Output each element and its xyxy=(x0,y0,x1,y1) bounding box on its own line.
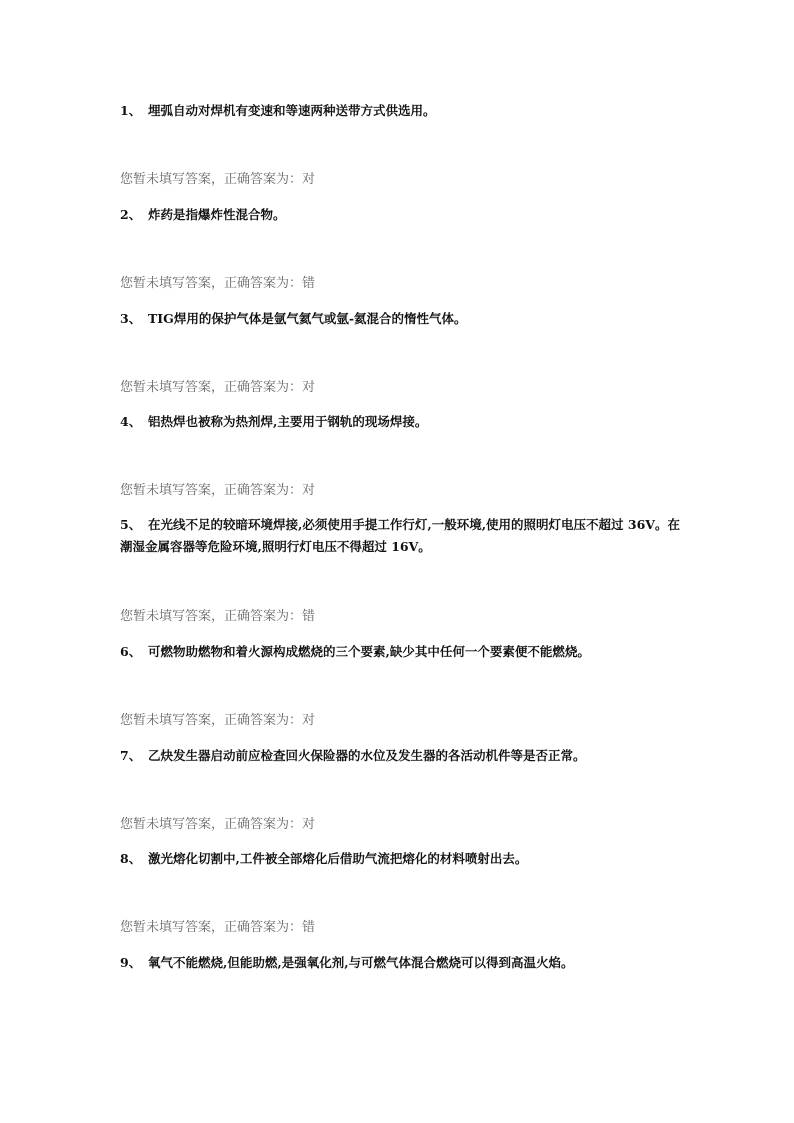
question-number: 8、 xyxy=(120,851,142,866)
correct-answer: 对 xyxy=(302,483,316,498)
answer-line-7 xyxy=(120,815,315,835)
question-number: 3、 xyxy=(120,311,142,326)
answer-line-8 xyxy=(120,918,315,938)
question-text: 在光线不足的较暗环境焊接,必须使用手提工作行灯,一般环境,使用的照明灯电压不超过 36V。在潮湿金属容器等危险环境,照明行灯电压不得超过 16V。 xyxy=(120,517,681,554)
answer-prefix: 您暂未填写答案，正确答案为： xyxy=(120,817,303,832)
correct-answer: 错 xyxy=(302,609,316,624)
question-7 xyxy=(120,745,680,767)
question-number: 4、 xyxy=(120,414,142,429)
answer-line-2 xyxy=(120,274,315,294)
answer-line-3 xyxy=(120,378,315,398)
question-text: 乙炔发生器启动前应检查回火保险器的水位及发生器的各活动机件等是否正常。 xyxy=(148,748,586,763)
answer-prefix: 您暂未填写答案，正确答案为： xyxy=(120,276,303,291)
answer-line-6 xyxy=(120,711,315,731)
question-9 xyxy=(120,952,680,974)
question-2 xyxy=(120,204,680,226)
correct-answer: 错 xyxy=(302,276,316,291)
answer-prefix: 您暂未填写答案，正确答案为： xyxy=(120,483,303,498)
question-text: 埋弧自动对焊机有变速和等速两种送带方式供选用。 xyxy=(148,103,436,118)
correct-answer: 对 xyxy=(302,380,316,395)
question-text: TIG焊用的保护气体是氩气氦气或氩-氦混合的惰性气体。 xyxy=(148,311,467,326)
question-number: 7、 xyxy=(120,748,142,763)
correct-answer: 对 xyxy=(302,172,316,187)
correct-answer: 对 xyxy=(302,817,316,832)
question-5 xyxy=(120,514,680,558)
question-1 xyxy=(120,100,680,122)
question-8 xyxy=(120,848,680,870)
answer-line-4 xyxy=(120,481,315,501)
question-text: 炸药是指爆炸性混合物。 xyxy=(148,207,286,222)
answer-prefix: 您暂未填写答案，正确答案为： xyxy=(120,713,303,728)
answer-prefix: 您暂未填写答案，正确答案为： xyxy=(120,380,303,395)
correct-answer: 错 xyxy=(302,920,316,935)
answer-line-5 xyxy=(120,607,315,627)
question-number: 2、 xyxy=(120,207,142,222)
question-6 xyxy=(120,641,680,663)
question-number: 9、 xyxy=(120,955,142,970)
answer-line-1 xyxy=(120,170,315,190)
question-number: 5、 xyxy=(120,517,142,532)
question-text: 激光熔化切割中,工件被全部熔化后借助气流把熔化的材料喷射出去。 xyxy=(148,851,528,866)
answer-prefix: 您暂未填写答案，正确答案为： xyxy=(120,609,303,624)
question-text: 氧气不能燃烧,但能助燃,是强氧化剂,与可燃气体混合燃烧可以得到高温火焰。 xyxy=(148,955,574,970)
question-text: 铝热焊也被称为热剂焊,主要用于钢轨的现场焊接。 xyxy=(148,414,428,429)
question-text: 可燃物助燃物和着火源构成燃烧的三个要素,缺少其中任何一个要素便不能燃烧。 xyxy=(148,644,590,659)
question-3 xyxy=(120,308,680,330)
question-number: 6、 xyxy=(120,644,142,659)
answer-prefix: 您暂未填写答案，正确答案为： xyxy=(120,920,303,935)
answer-prefix: 您暂未填写答案，正确答案为： xyxy=(120,172,303,187)
question-number: 1、 xyxy=(120,103,142,118)
question-4 xyxy=(120,411,680,433)
correct-answer: 对 xyxy=(302,713,316,728)
